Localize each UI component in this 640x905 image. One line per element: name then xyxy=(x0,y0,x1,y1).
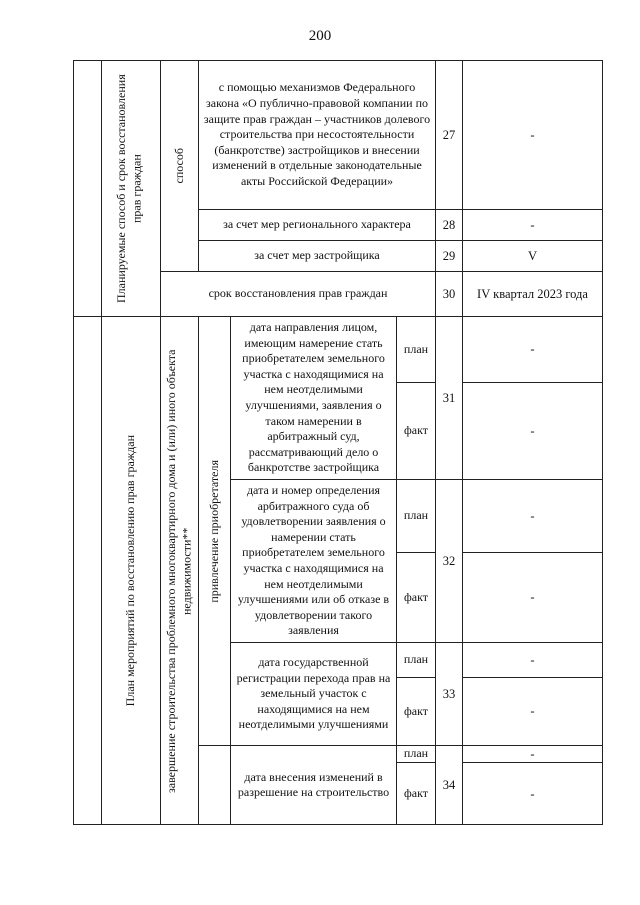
table-row xyxy=(74,61,603,210)
row-number: 31 xyxy=(436,317,463,480)
method-text-cell xyxy=(199,210,436,241)
item-text: дата государственной регистрации перехода прав на земельный участок с находящимися на нем неотделимыми улучшениями xyxy=(236,655,391,732)
section-group-label: План мероприятий по восстановлению прав граждан xyxy=(123,434,138,707)
method-text: за счет мер застройщика xyxy=(254,248,380,263)
row-number: 28 xyxy=(436,210,463,241)
fact-value: - xyxy=(463,383,603,480)
plan-label: план xyxy=(397,480,436,553)
item-text-cell xyxy=(231,746,397,825)
method-text: с помощью механизмов Федерального закона «О публично-правовой компании по защите прав граждан – участников долевого строительства при несостоятельности (банкротстве) застройщиков и внесении изменений в отдельные законодательные акты Российской Федерации» xyxy=(203,80,431,188)
item-text: дата внесения изменений в разрешение на строительство xyxy=(237,769,390,800)
plan-value: - xyxy=(463,317,603,383)
method-label: способ xyxy=(171,148,186,184)
blank-sub-cell xyxy=(199,746,231,825)
method-text-cell xyxy=(199,241,436,272)
deadline-text-cell xyxy=(161,272,436,317)
plan-label: план xyxy=(397,317,436,383)
plan-value: - xyxy=(463,480,603,553)
subsection-cell xyxy=(161,317,199,825)
item-text: дата и номер определения арбитражного суда об удовлетворении заявления о намерении стать приобретателем земельного участка с находящимися на нем неотделимыми улучшениями или об отказе в удовлетворении такого заявления xyxy=(237,483,390,638)
fact-label: факт xyxy=(397,678,436,746)
sub-subsection-cell xyxy=(199,317,231,746)
method-text: за счет мер регионального характера xyxy=(223,217,411,232)
blank-column-cell xyxy=(74,317,102,825)
row-number: 30 xyxy=(436,272,463,317)
plan-value: - xyxy=(463,643,603,678)
row-number: 29 xyxy=(436,241,463,272)
row-value: V xyxy=(463,241,603,272)
fact-value: - xyxy=(463,763,603,825)
plan-label: план xyxy=(397,643,436,678)
item-text-cell xyxy=(231,643,397,746)
fact-value: - xyxy=(463,678,603,746)
document-table xyxy=(73,60,603,825)
fact-label: факт xyxy=(397,763,436,825)
deadline-text: срок восстановления прав граждан xyxy=(208,286,388,301)
method-cell xyxy=(161,61,199,272)
subsection-label: завершение строительства проблемного многоквартирного дома и (или) иного объекта недвижимости** xyxy=(164,348,194,793)
item-text: дата направления лицом, имеющим намерение стать приобретателем земельного участка с находящимися на нем неотделимыми улучшениями, заявления о таком намерении в арбитражный суд, рассматривающий дело о банкротстве застройщика xyxy=(242,320,385,475)
row-number: 32 xyxy=(436,480,463,643)
section-group-cell xyxy=(102,61,161,317)
fact-label: факт xyxy=(397,383,436,480)
section-group-cell xyxy=(102,317,161,825)
row-value: - xyxy=(463,61,603,210)
row-number: 33 xyxy=(436,643,463,746)
row-value: IV квартал 2023 года xyxy=(463,272,603,317)
sub-subsection-label: привлечение приобретателя xyxy=(206,459,221,603)
row-number: 27 xyxy=(436,61,463,210)
row-value: - xyxy=(463,210,603,241)
row-number: 34 xyxy=(436,746,463,825)
plan-value: - xyxy=(463,746,603,763)
section-group-label: Планируемые способ и срок восстановления прав граждан xyxy=(114,74,144,303)
method-text-cell xyxy=(199,61,436,210)
fact-value: - xyxy=(463,553,603,643)
plan-label: план xyxy=(397,746,436,763)
item-text-cell xyxy=(231,317,397,480)
table-row xyxy=(74,317,603,383)
item-text-cell xyxy=(231,480,397,643)
fact-label: факт xyxy=(397,553,436,643)
page-number: 200 xyxy=(308,28,332,44)
blank-column-cell xyxy=(74,61,102,317)
